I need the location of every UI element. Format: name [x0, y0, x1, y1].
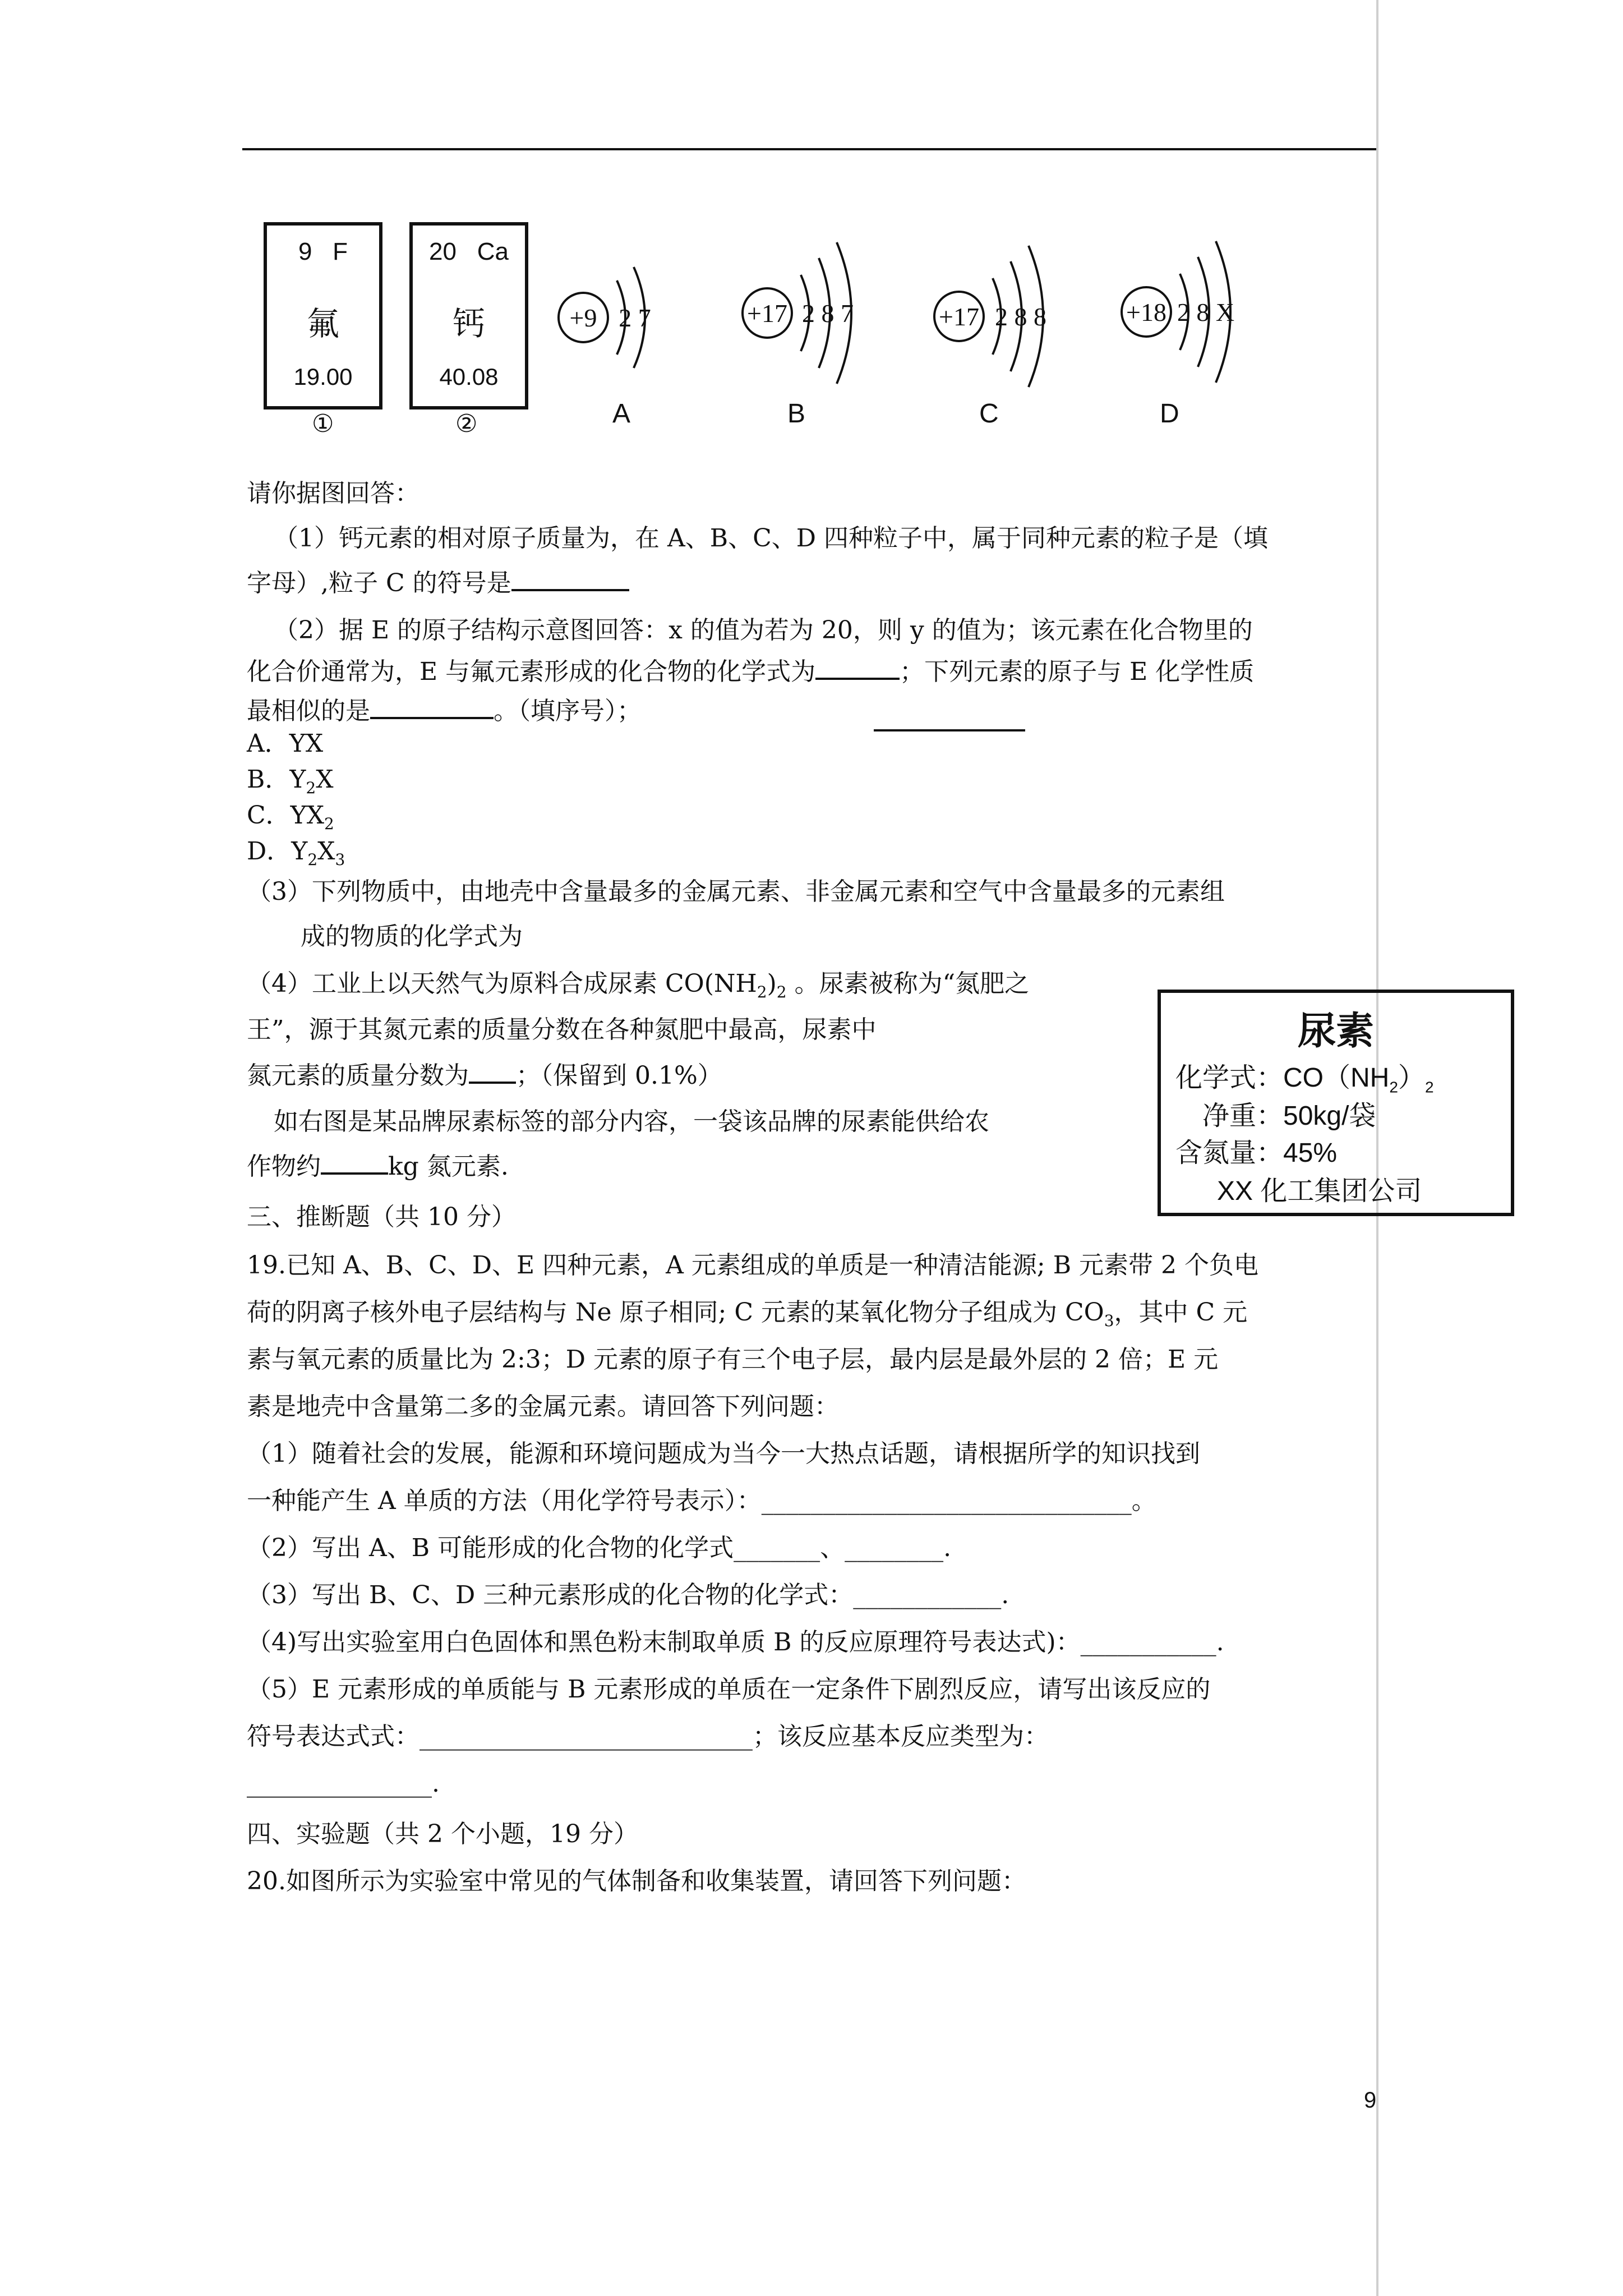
nucleus-charge: +17	[939, 302, 979, 331]
q18-part1-line1: （1）钙元素的相对原子质量为，在 A、B、C、D 四种粒子中，属于同种元素的粒子是（填	[274, 524, 1269, 553]
q18-part4-line1: （4）工业上以天然气为原料合成尿素 $CO(NH_2)_2$ 。尿素被称为“氮肥之	[247, 969, 1030, 1001]
q20-line: 20.如图所示为实验室中常见的气体制备和收集装置，请回答下列问题：	[247, 1867, 1026, 1895]
q19-sub5-line1: （5）E 元素形成的单质能与 B 元素形成的单质在一定条件下剧烈反应，请写出该反应的	[247, 1675, 1211, 1704]
diagram-label-a: A	[612, 399, 631, 429]
q19-sub3: （3）写出 B、C、D 三种元素形成的化合物的化学式：____________.	[247, 1581, 1009, 1609]
stray-underline	[874, 729, 1025, 731]
label-nitrogen-content: 含氮量：45%	[1175, 1138, 1338, 1168]
option-c: C．$YX_2$	[247, 801, 334, 833]
tile-number-symbol: 20 Ca	[429, 238, 509, 265]
atom-diagram-b	[743, 242, 854, 384]
q18-part2-line3: 最相似的是 。（填序号）；	[247, 694, 642, 728]
diagram-label-b: B	[787, 399, 806, 429]
label-title: 尿素	[1297, 1010, 1374, 1052]
header-rule	[242, 148, 1376, 150]
nucleus-charge: +18	[1126, 298, 1166, 326]
atom-diagram-a	[559, 267, 651, 368]
urea-product-label	[1158, 990, 1514, 1216]
tile-element-name: 钙	[452, 305, 485, 343]
q18-part2-line1: （2）据 E 的原子结构示意图回答：x 的值为若为 20，则 y 的值为；该元素在化合物里的	[274, 616, 1253, 645]
q18-part3-line2: 成的物质的化学式为	[301, 922, 523, 951]
page-number: 9	[1364, 2088, 1377, 2113]
atom-diagram-d	[1122, 241, 1234, 383]
label-net-weight: 净重：50kg/袋	[1202, 1101, 1376, 1131]
q19-sub5-line3: _______________.	[247, 1769, 440, 1798]
q19-sub5-line2: 符号表达式式：___________________________；该反应基本反应类型为：	[247, 1722, 1049, 1751]
q19-sub1-line1: （1）随着社会的发展，能源和环境问题成为当今一大热点话题，请根据所学的知识找到	[247, 1439, 1200, 1468]
tile-element-name: 氟	[306, 305, 339, 343]
q19-sub2: （2）写出 A、B 可能形成的化合物的化学式_______、________.	[247, 1534, 952, 1562]
q18-part4-line3: 氮元素的质量分数为 ；（保留到 0.1%）	[247, 1059, 722, 1093]
tile-atomic-mass: 19.00	[293, 364, 353, 390]
label-company: XX 化工集团公司	[1217, 1176, 1422, 1206]
q19-line4: 素是地壳中含量第二多的金属元素。请回答下列问题：	[247, 1392, 839, 1421]
answer-blank	[815, 655, 900, 680]
q18-part4-line2: 王”，源于其氮元素的质量分数在各种氮肥中最高，尿素中	[247, 1015, 877, 1044]
answer-blank	[370, 694, 494, 719]
q18-part3-line1: （3）下列物质中，由地壳中含量最多的金属元素、非金属元素和空气中含量最多的元素组	[247, 877, 1225, 906]
atom-diagram-c	[934, 246, 1046, 387]
q18-part2-line2: 化合价通常为，E 与氟元素形成的化合物的化学式为 ；下列元素的原子与 E 化学性质	[247, 655, 1254, 689]
section4-heading: 四、实验题（共 2 个小题，19 分）	[247, 1820, 638, 1848]
q19-line2: 荷的阴离子核外电子层结构与 Ne 原子相同; C 元素的某氧化物分子组成为 $CO_3$，其中 C 元	[247, 1298, 1248, 1330]
element-tile-calcium	[409, 222, 528, 409]
q19-sub4: （4)写出实验室用白色固体和黑色粉末制取单质 B 的反应原理符号表达式)：___________.	[247, 1628, 1224, 1657]
q19-line3: 素与氧元素的质量比为 2:3；D 元素的原子有三个电子层，最内层是最外层的 2 倍；E 元	[247, 1345, 1219, 1374]
q19-sub1-line2: 一种能产生 A 单质的方法（用化学符号表示）：______________________________。	[247, 1487, 1156, 1515]
answer-blank	[511, 567, 629, 591]
nucleus-charge: +17	[747, 299, 787, 328]
element-tile-fluorine	[264, 222, 382, 409]
q18-intro: 请你据图回答：	[247, 479, 419, 508]
q19-line1: 19.已知 A、B、C、D、E 四种元素，A 元素组成的单质是一种清洁能源; B 元素带 2 个负电	[247, 1251, 1258, 1280]
option-b: B．$Y_2X$	[247, 765, 334, 797]
option-d: D．$Y_2X_3$	[247, 837, 345, 869]
diagram-label-c: C	[979, 399, 999, 429]
tile-atomic-mass: 40.08	[439, 364, 499, 390]
section3-heading: 三、推断题（共 10 分）	[247, 1203, 516, 1231]
q18-part4-line5: 作物约 kg 氮元素.	[247, 1150, 509, 1184]
answer-blank	[469, 1059, 516, 1084]
shell-electrons: 2 7	[619, 303, 651, 332]
tile-marker: ①	[312, 410, 334, 438]
atom-structure-diagrams	[550, 213, 1279, 393]
diagram-label-d: D	[1160, 399, 1179, 429]
label-formula: 化学式：$CO(NH_2)_2$	[1175, 1063, 1434, 1096]
tile-number-symbol: 9 F	[298, 238, 348, 265]
answer-blank	[321, 1150, 388, 1175]
shell-electrons: 2 8 7	[802, 299, 854, 328]
shell-electrons: 2 8 X	[1177, 298, 1235, 326]
nucleus-charge: +9	[569, 303, 597, 332]
q18-part4-line4: 如右图是某品牌尿素标签的部分内容，一袋该品牌的尿素能供给农	[274, 1107, 989, 1136]
tile-marker: ②	[455, 410, 478, 438]
option-a: A．YX	[247, 729, 324, 758]
q18-part1-line2: 字母）,粒子 C 的符号是	[247, 567, 629, 600]
shell-electrons: 2 8 8	[995, 302, 1046, 331]
